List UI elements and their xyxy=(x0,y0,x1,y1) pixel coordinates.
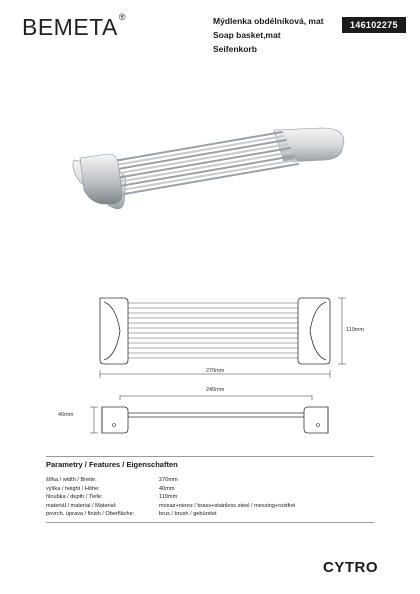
spec-label: výška / height / Höhe: xyxy=(46,485,100,492)
side-view-drawing xyxy=(80,395,360,445)
spec-row xyxy=(46,476,359,485)
features-table xyxy=(46,476,359,519)
brand-logo-text: BEMETA xyxy=(22,14,118,40)
brand-logo xyxy=(22,14,126,41)
spec-row xyxy=(46,502,359,511)
spec-label: povrch. úprava / finish / Oberfläche: xyxy=(46,511,135,517)
spec-label: šířka / width / Breite: xyxy=(46,477,97,483)
top-view-bars xyxy=(128,303,298,358)
spec-value: 110mm xyxy=(159,494,178,500)
divider xyxy=(46,522,374,523)
divider xyxy=(46,456,374,457)
registered-mark: ® xyxy=(118,12,127,22)
depth-dimension-label: 110mm xyxy=(346,327,364,333)
basket-bars xyxy=(108,132,298,194)
width-dimension-label: 270mm xyxy=(206,368,225,374)
spacing-dimension-label: 240mm xyxy=(206,387,225,393)
product-title-block xyxy=(213,14,324,56)
product-code-badge: 146102275 xyxy=(342,17,406,33)
product-title-de: Seifenkorb xyxy=(213,44,257,54)
product-photo xyxy=(60,110,360,220)
spec-value: 40mm xyxy=(159,485,175,492)
spec-row xyxy=(46,485,359,494)
features-heading: Parametry / Features / Eigenschaften xyxy=(46,460,178,469)
product-title-cz: Mýdlenka obdélníková, mat xyxy=(213,16,324,26)
spec-value: mosaz+nerez / brass+stainless steel / messing+rostfrei xyxy=(159,502,296,509)
series-name: CYTRO xyxy=(323,559,378,576)
spec-label: hloubka / depth / Tiefe: xyxy=(46,494,103,500)
spec-label: materiál / material / Material: xyxy=(46,502,117,509)
spec-value: brus / brush / gebürstet xyxy=(159,511,217,517)
height-dimension-label: 40mm xyxy=(58,412,74,418)
spec-value: 270mm xyxy=(159,477,178,483)
product-title-en: Soap basket,mat xyxy=(213,30,281,40)
spec-row xyxy=(46,493,359,502)
spec-row xyxy=(46,510,359,519)
